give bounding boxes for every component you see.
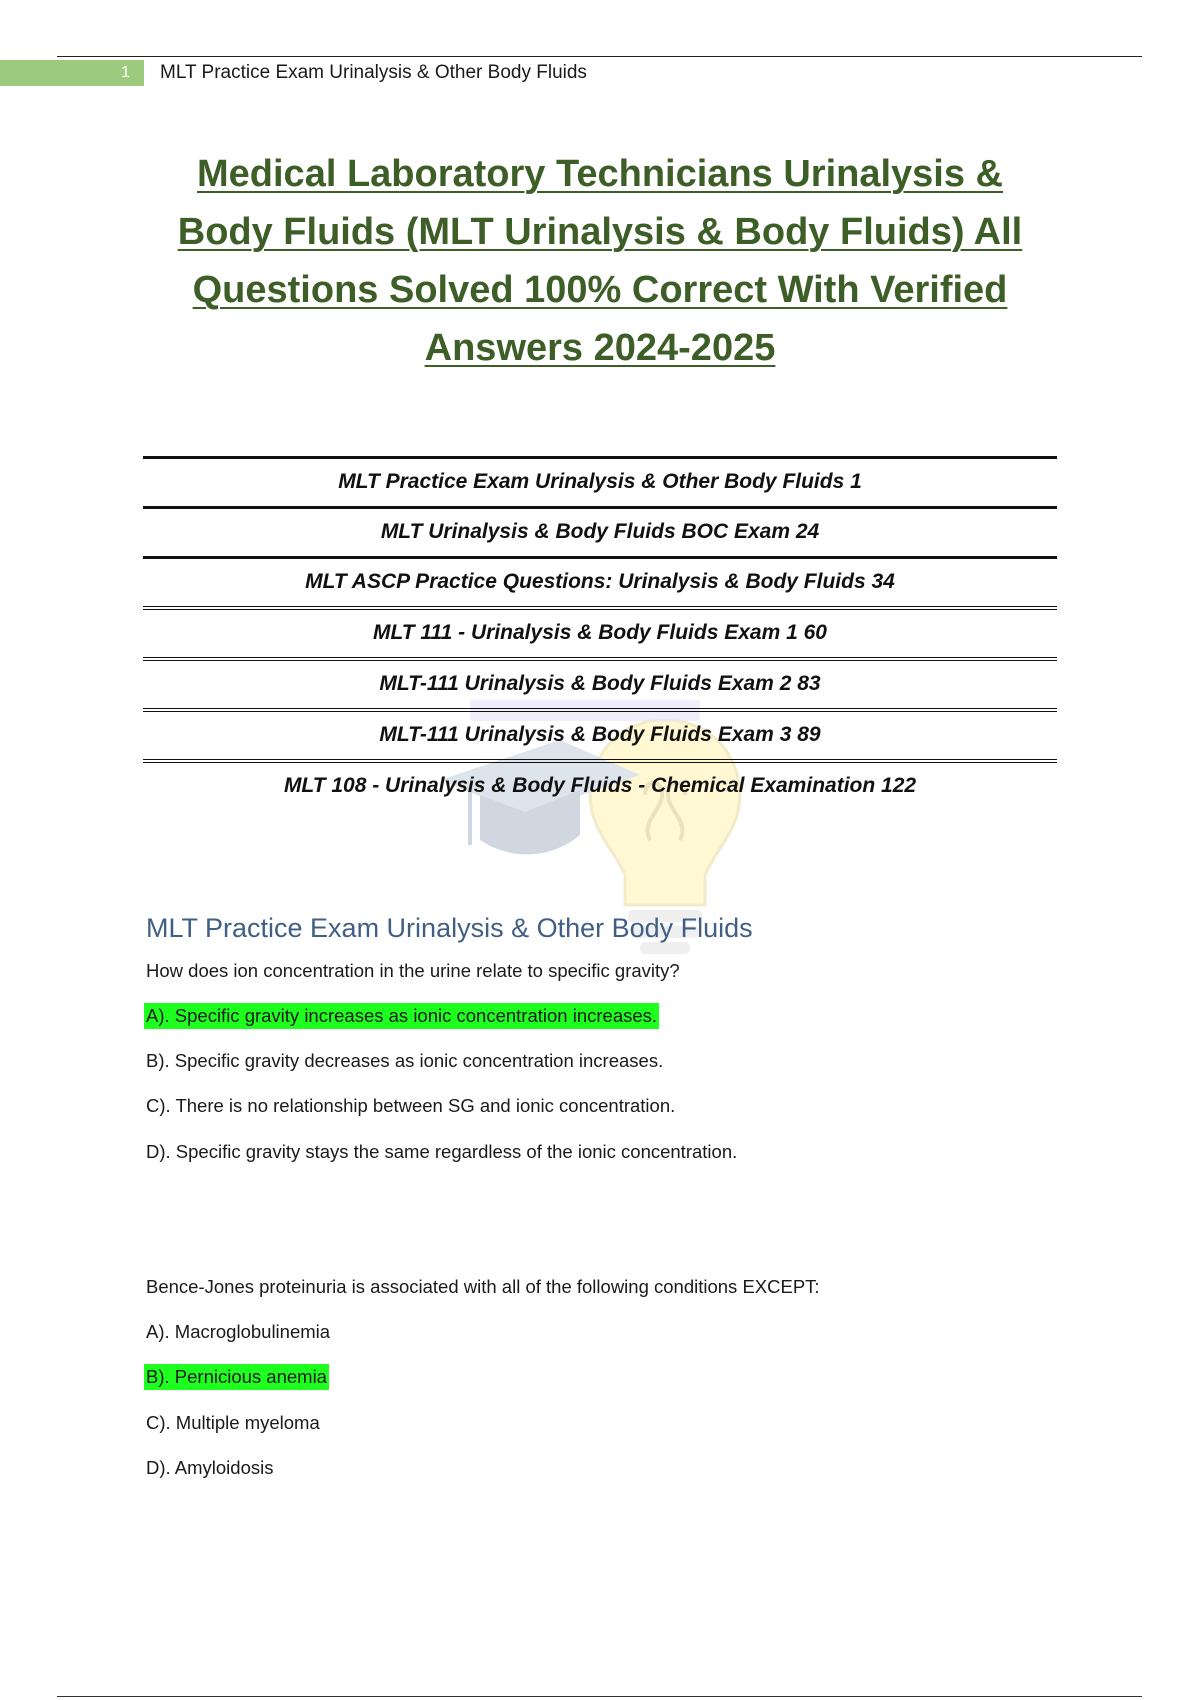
toc-entry[interactable]: MLT-111 Urinalysis & Body Fluids Exam 2 83 (143, 657, 1057, 708)
answer-option: D). Specific gravity stays the same regardless of the ionic concentration. (146, 1141, 738, 1162)
question-text: How does ion concentration in the urine relate to specific gravity? (146, 960, 680, 981)
answer-option: D). Amyloidosis (146, 1457, 274, 1478)
toc-entry[interactable]: MLT ASCP Practice Questions: Urinalysis & Body Fluids 34 (143, 556, 1057, 606)
answer-option: C). Multiple myeloma (146, 1412, 320, 1433)
toc-entry[interactable]: MLT 108 - Urinalysis & Body Fluids - Chemical Examination 122 (143, 759, 1057, 810)
header-rule (57, 56, 1142, 57)
answer-option-correct: A). Specific gravity increases as ionic concentration increases. (144, 1003, 659, 1029)
toc-entry[interactable]: MLT-111 Urinalysis & Body Fluids Exam 3 89 (143, 708, 1057, 759)
question-text: Bence-Jones proteinuria is associated with all of the following conditions EXCEPT: (146, 1276, 820, 1297)
table-of-contents (143, 456, 1057, 810)
toc-entry[interactable]: MLT 111 - Urinalysis & Body Fluids Exam 1 60 (143, 606, 1057, 657)
toc-entry[interactable]: MLT Practice Exam Urinalysis & Other Body Fluids 1 (143, 456, 1057, 506)
footer-rule (57, 1696, 1142, 1697)
page-number-badge: 1 (0, 60, 144, 86)
answer-option: A). Macroglobulinemia (146, 1321, 331, 1342)
answer-option: B). Specific gravity decreases as ionic concentration increases. (146, 1050, 664, 1071)
answer-option: C). There is no relationship between SG and ionic concentration. (146, 1095, 676, 1116)
section-heading: MLT Practice Exam Urinalysis & Other Body Fluids (146, 913, 753, 943)
toc-entry[interactable]: MLT Urinalysis & Body Fluids BOC Exam 24 (143, 506, 1057, 556)
document-title: Medical Laboratory Technicians Urinalysis & Body Fluids (MLT Urinalysis & Body Fluids) All Questions Solved 100% Correct With Verified Answers 2024-2025 (177, 153, 1023, 369)
running-header-title: MLT Practice Exam Urinalysis & Other Body Fluids (160, 62, 587, 83)
answer-option-correct: B). Pernicious anemia (144, 1364, 329, 1390)
